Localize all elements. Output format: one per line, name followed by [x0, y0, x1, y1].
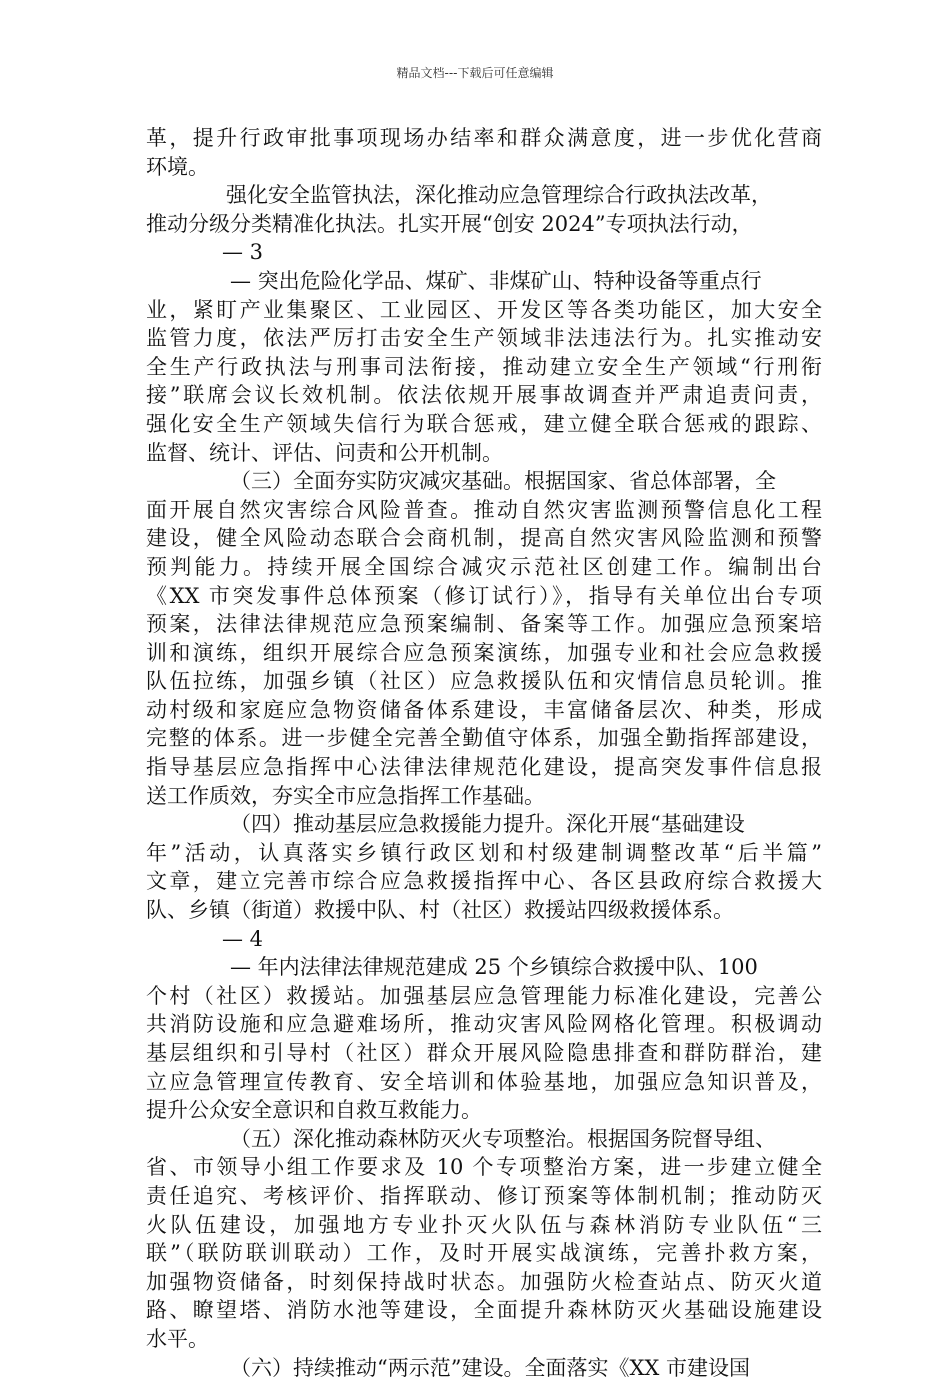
- text-line: 责任追究、考核评价、指挥联动、修订预案等体制机制；推动防灭: [146, 1183, 822, 1208]
- text-line: （四）推动基层应急救援能力提升。深化开展“基础建设: [230, 812, 745, 837]
- text-line: 提升公众安全意识和自救互救能力。: [146, 1098, 482, 1123]
- text-line: 革，提升行政审批事项现场办结率和群众满意度，进一步优化营商: [146, 126, 822, 150]
- text-line: 全生产行政执法与刑事司法衔接，推动建立安全生产领域“行刑衔: [146, 354, 822, 379]
- text-line: 训和演练，组织开展综合应急预案演练，加强专业和社会应急救援: [146, 640, 822, 665]
- text-line: 联”（联防联训联动）工作，及时开展实战演练，完善扑救方案，: [146, 1241, 822, 1266]
- text-line: 路、瞭望塔、消防水池等建设，全面提升森林防灭火基础设施建设: [146, 1298, 822, 1323]
- text-line: 监督、统计、评估、问责和公开机制。: [146, 440, 503, 465]
- text-line: — 年内法律法律规范建成 25 个乡镇综合救援中队、100: [230, 955, 758, 980]
- text-line: 文章，建立完善市综合应急救援指挥中心、各区县政府综合救援大: [146, 869, 822, 894]
- text-line: 接”联席会议长效机制。依法依规开展事故调查并严肃追责问责，: [146, 383, 822, 408]
- text-line: 预案，法律法律规范应急预案编制、备案等工作。加强应急预案培: [146, 612, 822, 637]
- text-line: 建设，健全风险动态联合会商机制，提高自然灾害风险监测和预警: [146, 526, 822, 551]
- text-line: 《XX 市突发事件总体预案（修订试行）》，指导有关单位出台专项: [146, 583, 822, 608]
- text-line: 指导基层应急指挥中心法律法律规范化建设，提高突发事件信息报: [146, 755, 822, 780]
- text-line: 省、市领导小组工作要求及 10 个专项整治方案，进一步建立健全: [146, 1155, 822, 1180]
- text-line: 监管力度，依法严厉打击安全生产领域非法违法行为。扎实推动安: [146, 326, 822, 351]
- text-line: 队、乡镇（街道）救援中队、村（社区）救援站四级救援体系。: [146, 898, 734, 923]
- text-line: — 突出危险化学品、煤矿、非煤矿山、特种设备等重点行: [230, 268, 762, 293]
- text-line: 推动分级分类精准化执法。扎实开展“创安 2024”专项执法行动，: [146, 211, 753, 236]
- text-line: （三）全面夯实防灾减灾基础。根据国家、省总体部署，全: [230, 469, 776, 494]
- text-line: 强化安全生产领域失信行为联合惩戒，建立健全联合惩戒的跟踪、: [146, 411, 822, 436]
- text-line: 预判能力。持续开展全国综合减灾示范社区创建工作。编制出台: [146, 554, 822, 579]
- text-line: 动村级和家庭应急物资储备体系建设，丰富储备层次、种类，形成: [146, 697, 822, 722]
- text-line: 环境。: [146, 154, 209, 179]
- text-line: 共消防设施和应急避难场所，推动灾害风险网格化管理。积极调动: [146, 1012, 822, 1037]
- page-header: 精品文档---下载后可任意编辑: [396, 66, 554, 80]
- text-line: （五）深化推动森林防灭火专项整治。根据国务院督导组、: [230, 1126, 776, 1151]
- text-line: 个村（社区）救援站。加强基层应急管理能力标准化建设，完善公: [146, 983, 822, 1008]
- text-line: 送工作质效，夯实全市应急指挥工作基础。: [146, 783, 545, 808]
- page-number: — 4: [222, 926, 264, 951]
- text-line: 立应急管理宣传教育、安全培训和体验基地，加强应急知识普及，: [146, 1069, 822, 1094]
- text-line: 水平。: [146, 1326, 209, 1351]
- document-body: [146, 124, 822, 1382]
- text-line: 业，紧盯产业集聚区、工业园区、开发区等各类功能区，加大安全: [146, 297, 822, 322]
- page-number: — 3: [222, 240, 264, 265]
- text-line: 加强物资储备，时刻保持战时状态。加强防火检查站点、防灭火道: [146, 1269, 822, 1294]
- text-line: 面开展自然灾害综合风险普查。推动自然灾害监测预警信息化工程: [146, 497, 822, 522]
- text-line: 队伍拉练，加强乡镇（社区）应急救援队伍和灾情信息员轮训。推: [146, 669, 822, 694]
- text-line: 基层组织和引导村（社区）群众开展风险隐患排查和群防群治，建: [146, 1041, 822, 1065]
- text-line: 完整的体系。进一步健全完善全勤值守体系，加强全勤指挥部建设，: [146, 726, 822, 751]
- text-line: （六）持续推动“两示范”建设。全面落实《XX 市建设国: [230, 1355, 751, 1380]
- text-line: 年”活动，认真落实乡镇行政区划和村级建制调整改革“后半篇”: [146, 840, 822, 865]
- text-line: 强化安全监管执法，深化推动应急管理综合行政执法改革，: [226, 183, 772, 208]
- text-line: 火队伍建设，加强地方专业扑灭火队伍与森林消防专业队伍“三: [146, 1212, 822, 1237]
